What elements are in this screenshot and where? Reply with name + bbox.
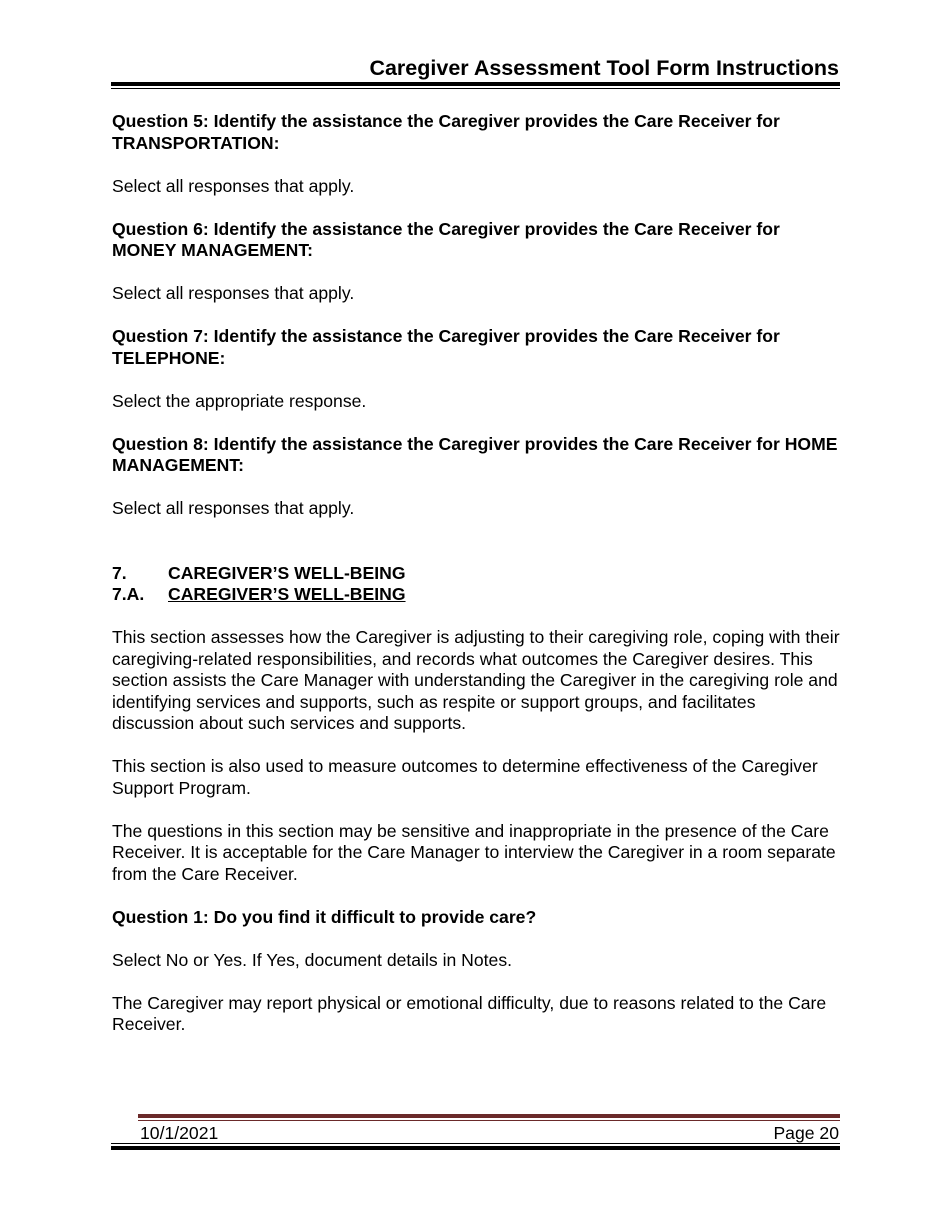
question-1-instruction: Select No or Yes. If Yes, document details in Notes. bbox=[112, 949, 513, 970]
question-7-instruction: Select the appropriate response. bbox=[112, 390, 367, 411]
page-header-title: Caregiver Assessment Tool Form Instructions bbox=[369, 56, 839, 80]
header-rule-thin bbox=[111, 88, 840, 89]
outcomes-paragraph: This section is also used to measure outcomes to determine effectiveness of the Caregiver Support Program. bbox=[112, 756, 818, 798]
footer-date: 10/1/2021 bbox=[140, 1123, 219, 1143]
document-body bbox=[112, 111, 842, 1036]
section-number: 7. bbox=[112, 562, 127, 583]
section-7-heading bbox=[112, 563, 842, 585]
question-5: Question 5: Identify the assistance the Caregiver provides the Care Receiver for TRANSPORTATION: bbox=[112, 111, 780, 153]
header-rule-thick bbox=[111, 82, 840, 86]
section-heading bbox=[112, 563, 842, 606]
subsection-title: CAREGIVER’S WELL-BEING bbox=[168, 584, 406, 604]
question-8-instruction: Select all responses that apply. bbox=[112, 498, 355, 518]
question-8: Question 8: Identify the assistance the Caregiver provides the Care Receiver for HOME MANAGEMENT: bbox=[112, 433, 838, 475]
footer-rule-thin bbox=[111, 1143, 840, 1144]
section-7a-heading bbox=[112, 584, 842, 606]
footer-page-number: Page 20 bbox=[773, 1123, 839, 1143]
difficulty-paragraph: The Caregiver may report physical or emotional difficulty, due to reasons related to the Care Receiver. bbox=[112, 992, 827, 1034]
section-title: CAREGIVER’S WELL-BEING bbox=[168, 562, 406, 583]
footer-rule-top-thin bbox=[138, 1120, 840, 1121]
footer-rule-top bbox=[138, 1114, 840, 1118]
intro-paragraph: This section assesses how the Caregiver is adjusting to their caregiving role, coping with their caregiving-related responsibilities, and records what outcomes the Caregiver desires. This section assists the Care Manager with understanding the Caregiver in the caregiving role and identifying services and supports, such as respite or support groups, and facilitates discussion about such services and supports. bbox=[112, 627, 840, 733]
question-7: Question 7: Identify the assistance the Caregiver provides the Care Receiver for TELEPHONE: bbox=[112, 326, 780, 368]
question-5-instruction: Select all responses that apply. bbox=[112, 175, 355, 196]
question-6: Question 6: Identify the assistance the Caregiver provides the Care Receiver for MONEY MANAGEMENT: bbox=[112, 218, 780, 260]
footer-rule-thick bbox=[111, 1146, 840, 1150]
sensitivity-paragraph: The questions in this section may be sensitive and inappropriate in the presence of the Care Receiver. It is acceptable for the Care Manager to interview the Caregiver in a room separate from the Care Receiver. bbox=[112, 820, 836, 884]
question-1: Question 1: Do you find it difficult to provide care? bbox=[112, 906, 537, 927]
question-6-instruction: Select all responses that apply. bbox=[112, 283, 355, 303]
subsection-number: 7.A. bbox=[112, 584, 145, 604]
